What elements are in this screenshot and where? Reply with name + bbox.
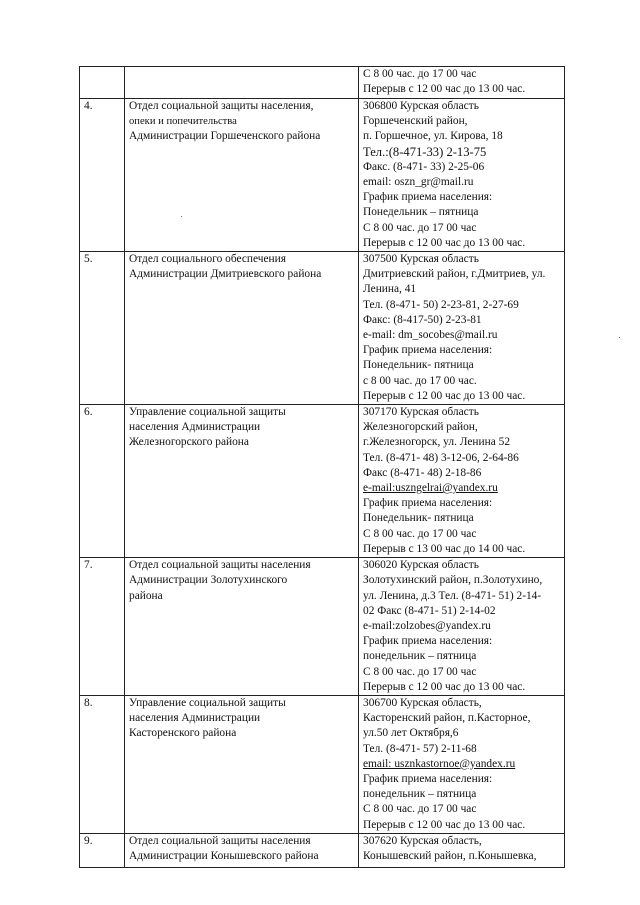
contact-line: Факс: (8-417-50) 2-23-81 <box>363 313 482 326</box>
office-name-cell <box>125 252 359 405</box>
table-row <box>80 833 565 867</box>
table-row <box>80 252 565 405</box>
row-number: 6. <box>80 405 125 558</box>
contact-line: Понедельник- пятница <box>363 512 474 525</box>
contact-line: С 8 00 час. до 17 00 час <box>363 527 477 540</box>
contact-line: ул. Ленина, д.3 Тел. (8-471- 51) 2-14- <box>363 589 542 602</box>
office-name-line: Отдел социального обеспечения <box>129 253 286 266</box>
table-row <box>80 695 565 833</box>
contact-line: 306020 Курская область <box>363 559 479 572</box>
contact-line: Факс. (8-471- 33) 2-25-06 <box>363 160 485 173</box>
contact-line: Перерыв с 12 00 час до 13 00 час. <box>363 389 526 402</box>
contact-line: Касторенский район, п.Касторное, <box>363 712 531 725</box>
offices-table <box>79 66 565 868</box>
contact-line: С 8 00 час. до 17 00 час <box>363 68 477 80</box>
office-name-line: опеки и попечительства <box>129 116 237 128</box>
table-row <box>80 405 565 558</box>
contact-line: Перерыв с 13 00 час до 14 00 час. <box>363 542 526 555</box>
contact-line: 306800 Курская область <box>363 100 479 112</box>
contact-line: Понедельник – пятница <box>363 206 479 219</box>
offices-table-body <box>80 67 565 868</box>
row-number: 7. <box>80 558 125 696</box>
office-contacts-cell <box>359 67 565 99</box>
contact-line: Факс (8-471- 48) 2-18-86 <box>363 466 482 479</box>
row-number: 8. <box>80 695 125 833</box>
scan-speck: · <box>618 332 621 342</box>
contact-line: График приема населения: <box>363 344 493 357</box>
contact-line: e-mail:uszngelrai@yandex.ru <box>363 482 498 495</box>
row-number: 4. <box>80 99 125 252</box>
contact-line: с 8 00 час. до 17 00 час. <box>363 374 477 387</box>
contact-line: Перерыв с 12 00 час до 13 00 час. <box>363 83 526 96</box>
office-name-line: Администрации Дмитриевского района <box>129 268 322 281</box>
office-name-line: Касторенского района <box>129 727 237 740</box>
contact-line: Дмитриевский район, г.Дмитриев, ул. <box>363 268 546 281</box>
contact-line: понедельник – пятница <box>363 788 477 801</box>
office-name-line: Управление социальной защиты <box>129 696 286 709</box>
contact-line: Перерыв с 12 00 час до 13 00 час. <box>363 818 526 831</box>
contact-line: e-mail: dm_socobes@mail.ru <box>363 329 498 342</box>
office-name-cell <box>125 99 359 252</box>
contact-line: График приема населения: <box>363 191 493 204</box>
office-name-line: населения Администрации <box>129 712 261 725</box>
contact-line: Тел. (8-471- 48) 3-12-06, 2-64-86 <box>363 451 519 464</box>
contact-line: Понедельник- пятница <box>363 359 474 372</box>
contact-line: График приема населения: <box>363 497 493 510</box>
office-contacts-cell <box>359 405 565 558</box>
office-name-line: Отдел социальной защиты населения <box>129 834 311 847</box>
contact-line: Перерыв с 12 00 час до 13 00 час. <box>363 680 526 693</box>
office-name-cell <box>125 833 359 867</box>
contact-line: 307500 Курская область <box>363 253 479 266</box>
contact-line: email: usznkastornoe@yandex.ru <box>363 757 516 770</box>
office-name-line: Администрации Горшеченского района <box>129 130 321 143</box>
office-contacts-cell <box>359 833 565 867</box>
contact-line: 306700 Курская область, <box>363 696 482 709</box>
office-name-cell <box>125 67 359 99</box>
contact-line: С 8 00 час. до 17 00 час <box>363 665 477 678</box>
contact-line: 307170 Курская область <box>363 406 479 419</box>
contact-line: 307620 Курская область, <box>363 834 482 847</box>
table-row <box>80 67 565 99</box>
office-name-cell <box>125 405 359 558</box>
office-contacts-cell <box>359 252 565 405</box>
office-contacts-cell <box>359 558 565 696</box>
contact-line: email: oszn_gr@mail.ru <box>363 176 474 189</box>
office-name-line: Администрации Золотухинского <box>129 574 288 587</box>
office-name-line: населения Администрации <box>129 421 261 434</box>
row-number <box>80 67 125 99</box>
office-name-line: Отдел социальной защиты населения <box>129 559 311 572</box>
contact-line: Тел.:(8-471-33) 2-13-75 <box>363 144 487 159</box>
contact-line: График приема населения: <box>363 635 493 648</box>
contact-line: Тел. (8-471- 50) 2-23-81, 2-27-69 <box>363 298 519 311</box>
office-name-cell <box>125 695 359 833</box>
contact-line: Тел. (8-471- 57) 2-11-68 <box>363 742 477 755</box>
contact-line: Конышевский район, п.Конышевка, <box>363 849 537 862</box>
row-number: 5. <box>80 252 125 405</box>
contact-line: Золотухинский район, п.Золотухино, <box>363 574 543 587</box>
contact-line: Перерыв с 12 00 час до 13 00 час. <box>363 236 526 249</box>
contact-line: Горшеченский район, <box>363 115 468 128</box>
contact-line: п. Горшечное, ул. Кирова, 18 <box>363 130 503 143</box>
contact-line: С 8 00 час. до 17 00 час <box>363 221 477 234</box>
contact-line: Железногорский район, <box>363 421 478 434</box>
contact-line: 02 Факс (8-471- 51) 2-14-02 <box>363 604 496 617</box>
scan-speck: · <box>180 211 183 221</box>
office-name-line: Отдел социальной защиты населения, <box>129 100 314 112</box>
contact-line: г.Железногорск, ул. Ленина 52 <box>363 436 511 449</box>
office-name-line: Администрации Конышевского района <box>129 849 319 862</box>
contact-line: ул.50 лет Октября,6 <box>363 727 459 740</box>
office-name-cell <box>125 558 359 696</box>
table-row <box>80 558 565 696</box>
office-name-line: Управление социальной защиты <box>129 406 286 419</box>
contact-line: e-mail:zolzobes@yandex.ru <box>363 619 491 632</box>
contact-line: Ленина, 41 <box>363 283 417 296</box>
office-name-line: района <box>129 589 163 602</box>
office-contacts-cell <box>359 695 565 833</box>
contact-line: С 8 00 час. до 17 00 час <box>363 803 477 816</box>
row-number: 9. <box>80 833 125 867</box>
office-contacts-cell <box>359 99 565 252</box>
office-name-line: Железногорского района <box>129 436 249 449</box>
table-row <box>80 99 565 252</box>
contact-line: График приема населения: <box>363 772 493 785</box>
contact-line: понедельник – пятница <box>363 650 477 663</box>
